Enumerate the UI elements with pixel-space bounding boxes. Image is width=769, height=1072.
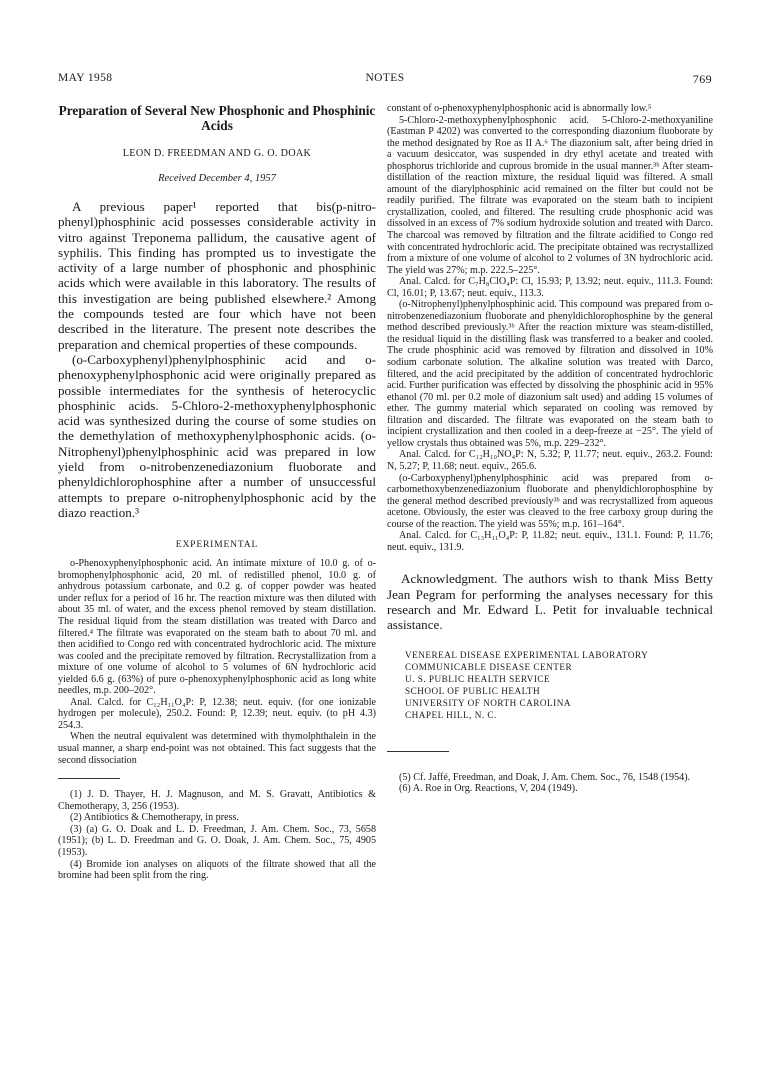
experimental-paragraph: (o-Nitrophenyl)phenylphosphinic acid. This compound was prepared from o-nitrobenzenediazonium fluoborate and phenyldichlorophosphine by the general method described previously.³ᵇ After the reaction mixture was steam-distilled, the residual liquid in the distilling flask was transferred to a beaker and cooled. The crude phosphinic acid was removed by filtration and dissolved in 10% sodium carbonate solution. The alkaline solution was treated with Darco, filtered, and the acid precipitated by the addition of concentrated hydrochloric acid. Further purification was effected by dissolving the phosphinic acid in 95% ethanol (70 ml. per 0.2 mole of diazonium salt used) and adding 15 volumes of ether. The gummy material which separated on cooling was removed by filtration and discarded. The filtrate was evaporated on the steam bath to incipient crystallization and then cooled in a deep-freeze at −25°. The yield of yellow crystals thus obtained was 5%, m.p. 229–232°. bbox=[387, 299, 713, 449]
affiliation-line: UNIVERSITY OF NORTH CAROLINA bbox=[405, 697, 571, 708]
analysis-paragraph: Anal. Calcd. for C₁₃H₁₁O₄P: P, 11.82; neut. equiv., 131.1. Found: P, 11.76; neut. equiv., 131.9. bbox=[387, 530, 713, 553]
footnote: (5) Cf. Jaffé, Freedman, and Doak, J. Am. Chem. Soc., 76, 1548 (1954). bbox=[399, 771, 691, 783]
author-line: LEON D. FREEDMAN AND G. O. DOAK bbox=[122, 148, 312, 159]
footnote: (3) (a) G. O. Doak and L. D. Freedman, J. Am. Chem. Soc., 73, 5658 (1951); (b) L. D. Freedman and G. O. Doak, J. Am. Chem. Soc., 75, 4905 (1953). bbox=[58, 823, 376, 859]
continued-paragraph: constant of o-phenoxyphenylphosphonic acid is abnormally low.⁵ bbox=[387, 103, 652, 114]
experimental-paragraph: o-Phenoxyphenylphosphonic acid. An intimate mixture of 10.0 g. of o-bromophenylphosphonic acid, 20 ml. of redistilled phenol, 10.0 g. of anhydrous potassium carbonate, and 0.2 g. of copper powder was heated under reflux for a period of 16 hr. The reaction mixture was then diluted with about 35 ml. of water, and the excess phenol removed by steam distillation. The residual liquid from the steam distillation was treated with Darco and filtered.⁴ The filtrate was evaporated on the steam bath to about 70 ml. and then acidified to Congo red with concentrated hydrochloric acid. The mixture was cooled and the precipitate removed by filtration. Recrystallization from a mixture of one volume of alcohol to 5 volumes of 6N hydrochloric acid yielded 6.6 g. (63%) of pure o-phenoxyphenylphosphonic acid as long white needles, m.p. 200–202°. bbox=[58, 558, 376, 697]
page-number: 769 bbox=[692, 72, 712, 86]
footnote: (6) A. Roe in Org. Reactions, V, 204 (1949). bbox=[399, 783, 578, 795]
footnote: (4) Bromide ion analyses on aliquots of the filtrate showed that all the bromine had been split from the ring. bbox=[58, 858, 376, 882]
affiliation-line: VENEREAL DISEASE EXPERIMENTAL LABORATORY bbox=[405, 649, 649, 660]
affiliation-line: CHAPEL HILL, N. C. bbox=[405, 709, 497, 720]
section-name: NOTES bbox=[365, 72, 405, 84]
analysis-paragraph: Anal. Calcd. for C₁₂H₁₀NO₄P: N, 5.32; P, 11.77; neut. equiv., 263.2. Found: N, 5.27; P, 11.68; neut. equiv., 265.6. bbox=[387, 449, 713, 472]
intro-paragraph: (o-Carboxyphenyl)phenylphosphinic acid and o-phenoxyphenylphosphonic acid were originally prepared as possible intermediates for the synthesis of heterocyclic phosphinic acids. 5-Chloro-2-methoxyphenylphosphonic acid was synthesized during the course of some studies on the demethylation of methoxyphenylphosphonic acids. (o-Nitrophenyl)phenylphosphinic acid was prepared in low yield from o-nitrobenzenediazonium fluoborate and phenyldichlorophosphine after a number of unsuccessful attempts to prepare o-nitrophenylphosphonic acid by the diazo reaction.³ bbox=[58, 351, 376, 520]
left-column bbox=[58, 103, 376, 882]
affiliation-block bbox=[405, 649, 713, 721]
experimental-paragraph: 5-Chloro-2-methoxyphenylphosphonic acid. 5-Chloro-2-methoxyaniline (Eastman P 4202) was converted to the corresponding diazonium fluoborate by the method designated by Roe as II A.⁶ The diazonium salt, after being dried in a vacuum desiccator, was suspended in dry ethyl acetate and treated with phosphorus trichloride and cuprous bromide in the usual manner.³ᵇ After steam-distillation of the reaction mixture, the residual liquid was filtered. A small amount of the diarylphosphinic acid remained on the filter but could not be readily purified. The filtrate was evaporated on the steam bath to incipient crystallization, cooled, and filtered. The resulting crude phosphonic acid was dissolved in an excess of 7% sodium hydroxide solution and treated with Darco. The charcoal was removed by filtration and the filtrate acidified to Congo red with concentrated hydrochloric acid. The precipitate obtained was recrystallized from a mixture of one volume of alcohol to 2 volumes of 3N hydrochloric acid. The yield was 27%; m.p. 222.5–225°. bbox=[387, 114, 713, 276]
intro-paragraph: A previous paper¹ reported that bis(p-nitro-phenyl)phosphinic acid possesses considerable activity in vitro against Treponema pallidum, the causative agent of syphilis. This finding has prompted us to investigate the activity of a large number of phosphonic and phosphinic acids which were available in this laboratory. The results of this investigation are being published elsewhere.² Among the compounds tested are four which have not been described in the literature. The present note describes the preparation and chemical properties of these compounds. bbox=[58, 199, 376, 352]
article-title: Preparation of Several New Phosphonic and Phosphinic Acids bbox=[58, 103, 376, 133]
right-column bbox=[387, 103, 713, 795]
issue-date: MAY 1958 bbox=[58, 72, 113, 84]
acknowledgment: Acknowledgment. The authors wish to thank Miss Betty Jean Pegram for performing the analyses necessary for this research and Mr. Edward L. Petit for invaluable technical assistance. bbox=[387, 571, 713, 633]
experimental-paragraph: (o-Carboxyphenyl)phenylphosphinic acid was prepared from o-carbomethoxybenzenediazonium fluoborate and phenyldichlorophosphine by the general method described previously³ᵇ and was recrystallized from aqueous acetone. Obviously, the ester was cleaved to the free carboxy group during the course of the reaction. The yield was 55%; m.p. 161–164°. bbox=[387, 472, 713, 530]
analysis-paragraph: Anal. Calcd. for C₇H₈ClO₄P: Cl, 15.93; P, 13.92; neut. equiv., 111.3. Found: Cl, 16.01; P, 13.67; neut. equiv., 113.3. bbox=[387, 276, 713, 299]
running-header bbox=[58, 72, 712, 88]
analysis-paragraph: Anal. Calcd. for C₁₂H₁₁O₄P: P, 12.38; neut. equiv. (for one ionizable hydrogen per molecule), 250.2. Found: P, 12.39; neut. equiv. (to pH 4.3) 254.3. bbox=[58, 696, 376, 731]
experimental-heading: EXPERIMENTAL bbox=[175, 539, 259, 551]
affiliation-line: COMMUNICABLE DISEASE CENTER bbox=[405, 661, 573, 672]
received-date: Received December 4, 1957 bbox=[158, 173, 276, 184]
affiliation-line: SCHOOL OF PUBLIC HEALTH bbox=[405, 685, 541, 696]
footnote-divider bbox=[58, 778, 120, 779]
footnote: (2) Antibiotics & Chemotherapy, in press. bbox=[70, 812, 239, 824]
footnote-divider bbox=[387, 751, 449, 752]
footnote: (1) J. D. Thayer, H. J. Magnuson, and M. S. Gravatt, Antibiotics & Chemotherapy, 3, 256 (1953). bbox=[58, 789, 376, 812]
affiliation-line: U. S. PUBLIC HEALTH SERVICE bbox=[405, 673, 551, 684]
experimental-paragraph: When the neutral equivalent was determined with thymolphthalein in the usual manner, a sharp end-point was not obtained. This fact suggests that the second dissociation bbox=[58, 731, 376, 766]
